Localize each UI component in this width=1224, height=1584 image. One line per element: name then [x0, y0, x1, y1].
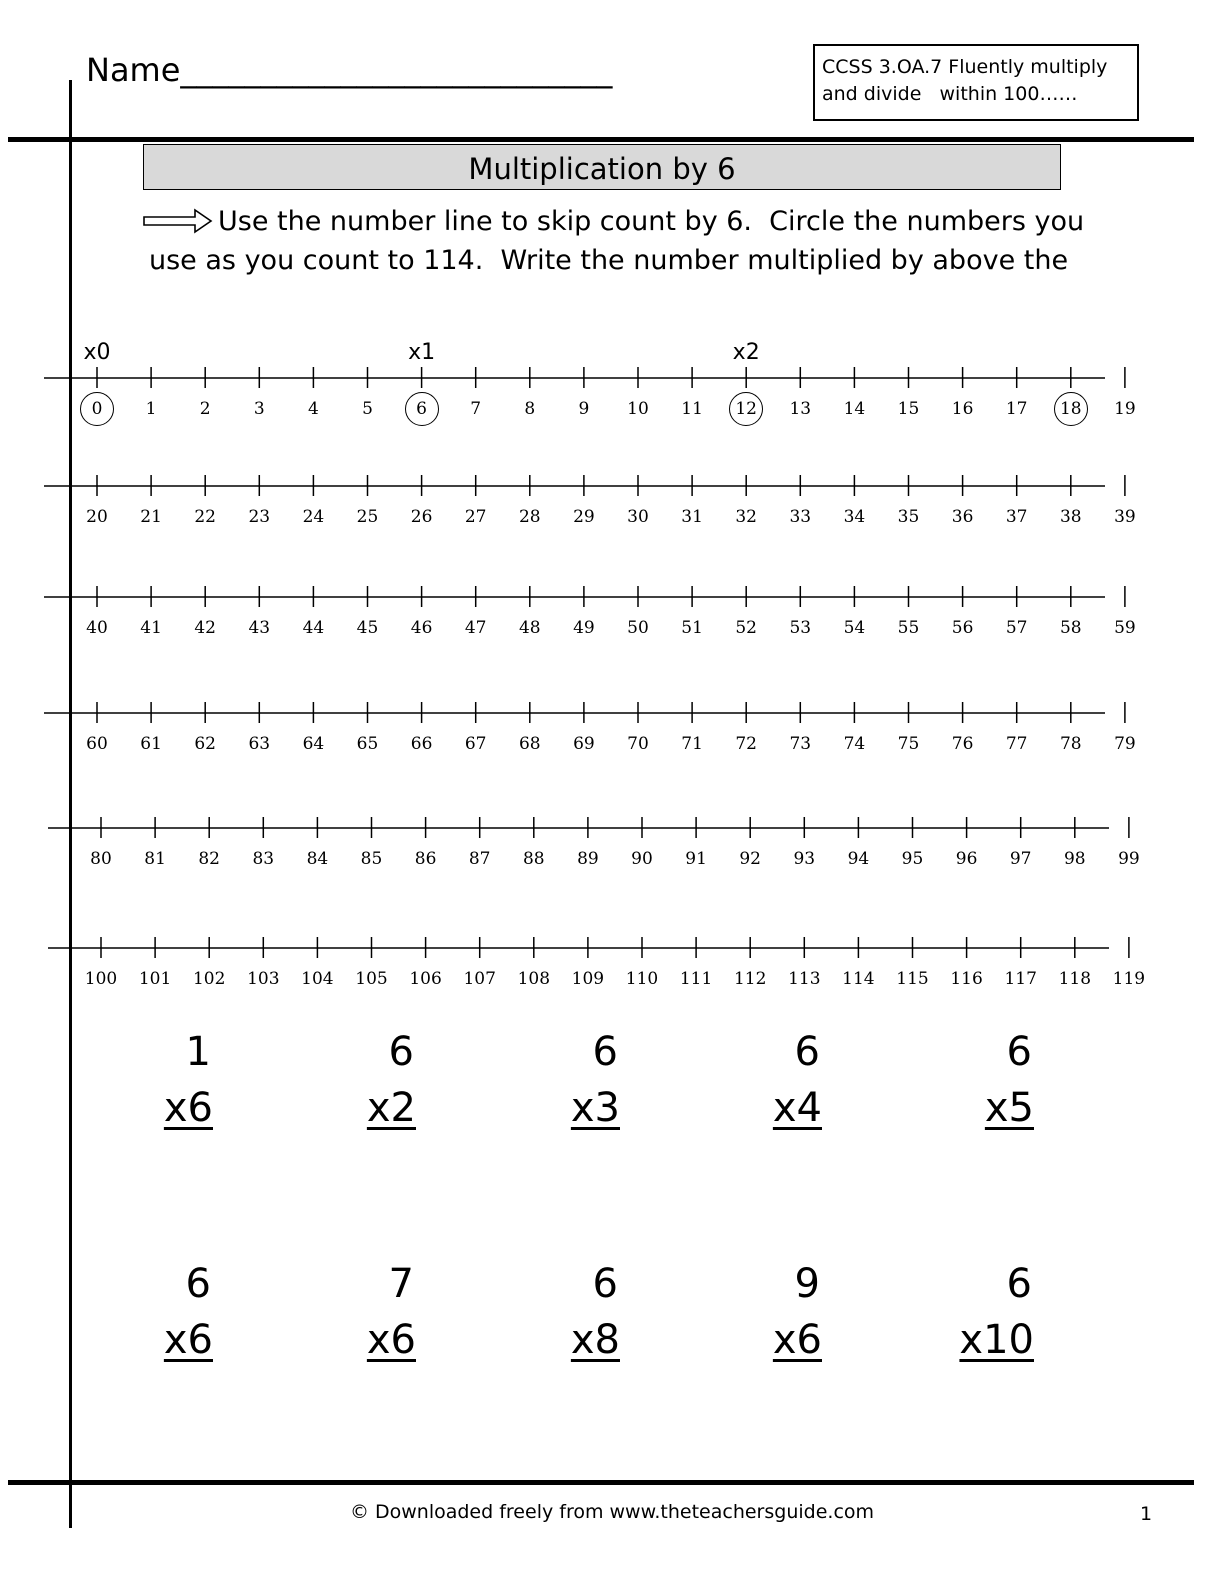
standard-line-2: and divide within 100…… — [822, 83, 1078, 105]
problem-multiplier: x4 — [772, 1085, 822, 1131]
tick-label: 29 — [573, 507, 595, 527]
tick-label: 95 — [901, 849, 924, 869]
instructions-line-2: use as you count to 114. Write the number multiplied by above the — [149, 245, 1069, 276]
tick-label: 40 — [86, 618, 108, 638]
number-line — [0, 474, 1224, 498]
tick-label: 62 — [194, 734, 217, 754]
tick-label: 39 — [1114, 507, 1136, 527]
problem-multiplier: x6 — [163, 1317, 213, 1363]
tick-label: 50 — [627, 618, 649, 638]
tick-label: 107 — [463, 969, 496, 989]
tick-label: 99 — [1118, 849, 1140, 869]
tick-label: 20 — [86, 507, 108, 527]
tick-label: 71 — [681, 734, 703, 754]
tick-label: 97 — [1009, 849, 1032, 869]
page-number: 1 — [1140, 1503, 1153, 1525]
tick-label: 91 — [685, 849, 707, 869]
tick-label: 108 — [517, 969, 551, 989]
tick-label: 27 — [464, 507, 487, 527]
tick-label: 53 — [789, 618, 812, 638]
circled-number — [80, 392, 114, 426]
multiplication-problem — [510, 1259, 620, 1365]
tick-label: 60 — [86, 734, 108, 754]
tick-label: 37 — [1005, 507, 1028, 527]
problem-top-number: 6 — [388, 1029, 414, 1075]
tick-label: 57 — [1005, 618, 1028, 638]
tick-label: 24 — [302, 507, 325, 527]
tick-label: 0 — [91, 399, 103, 419]
problem-top-number: 6 — [1006, 1029, 1032, 1075]
multiplier-label: x0 — [83, 340, 111, 365]
multiplication-problem — [103, 1027, 213, 1133]
tick-label: 34 — [843, 507, 866, 527]
tick-label: 92 — [739, 849, 762, 869]
tick-label: 38 — [1059, 507, 1082, 527]
tick-label: 51 — [681, 618, 703, 638]
tick-label: 11 — [681, 399, 703, 419]
tick-label: 7 — [470, 399, 482, 419]
tick-label: 68 — [518, 734, 541, 754]
tick-label: 48 — [518, 618, 541, 638]
tick-label: 61 — [140, 734, 162, 754]
problem-multiplier: x10 — [959, 1317, 1034, 1363]
multiplication-problem — [103, 1259, 213, 1365]
tick-label: 56 — [951, 618, 974, 638]
tick-label: 43 — [248, 618, 271, 638]
multiplication-problem — [712, 1027, 822, 1133]
tick-label: 114 — [842, 969, 875, 989]
tick-label: 96 — [955, 849, 978, 869]
tick-label: 35 — [897, 507, 920, 527]
tick-label: 89 — [577, 849, 599, 869]
tick-label: 33 — [789, 507, 812, 527]
tick-label: 13 — [789, 399, 812, 419]
tick-label: 41 — [140, 618, 162, 638]
multiplication-problem — [306, 1027, 416, 1133]
problem-multiplier: x6 — [772, 1317, 822, 1363]
tick-label: 88 — [522, 849, 545, 869]
footer-credit: © Downloaded freely from www.theteachersguide.com — [349, 1501, 875, 1523]
number-line — [0, 816, 1224, 840]
tick-label: 84 — [306, 849, 329, 869]
multiplier-label: x2 — [732, 340, 760, 365]
tick-label: 18 — [1059, 399, 1082, 419]
tick-label: 25 — [356, 507, 379, 527]
page-title: Multiplication by 6 — [143, 144, 1061, 190]
tick-label: 44 — [302, 618, 325, 638]
problem-top-number: 6 — [592, 1029, 618, 1075]
tick-label: 31 — [681, 507, 703, 527]
tick-label: 46 — [410, 618, 433, 638]
circled-number — [1054, 392, 1088, 426]
tick-label: 98 — [1063, 849, 1086, 869]
number-line — [0, 366, 1224, 390]
multiplication-problem — [510, 1027, 620, 1133]
tick-label: 77 — [1005, 734, 1028, 754]
tick-label: 3 — [253, 399, 265, 419]
problem-multiplier: x3 — [570, 1085, 620, 1131]
tick-label: 118 — [1058, 969, 1092, 989]
tick-label: 104 — [301, 969, 334, 989]
tick-label: 112 — [733, 969, 767, 989]
problem-multiplier: x6 — [366, 1317, 416, 1363]
multiplication-problem — [306, 1259, 416, 1365]
name-field-label: Name___________________________ — [86, 51, 613, 89]
circled-number — [729, 392, 763, 426]
tick-label: 100 — [84, 969, 118, 989]
tick-label: 55 — [897, 618, 920, 638]
tick-label: 26 — [410, 507, 433, 527]
tick-label: 32 — [735, 507, 758, 527]
tick-label: 5 — [362, 399, 373, 419]
multiplication-problem — [712, 1259, 822, 1365]
number-line — [0, 701, 1224, 725]
standard-box — [813, 44, 1139, 121]
tick-label: 36 — [951, 507, 974, 527]
tick-label: 86 — [414, 849, 437, 869]
tick-label: 93 — [793, 849, 816, 869]
tick-label: 102 — [192, 969, 226, 989]
standard-line-1: CCSS 3.OA.7 Fluently multiply — [822, 56, 1108, 78]
multiplication-problem — [924, 1027, 1034, 1133]
tick-label: 69 — [573, 734, 595, 754]
tick-label: 9 — [578, 399, 590, 419]
problem-top-number: 9 — [794, 1261, 820, 1307]
tick-label: 111 — [679, 969, 713, 989]
tick-label: 105 — [355, 969, 388, 989]
tick-label: 73 — [789, 734, 812, 754]
tick-label: 64 — [302, 734, 325, 754]
tick-label: 58 — [1059, 618, 1082, 638]
tick-label: 45 — [356, 618, 379, 638]
tick-label: 81 — [144, 849, 166, 869]
tick-label: 87 — [468, 849, 491, 869]
instructions-line-1: Use the number line to skip count by 6. Circle the numbers you — [218, 206, 1085, 237]
tick-label: 113 — [788, 969, 821, 989]
tick-label: 115 — [896, 969, 929, 989]
problem-multiplier: x8 — [570, 1317, 620, 1363]
tick-label: 70 — [627, 734, 649, 754]
tick-label: 109 — [571, 969, 605, 989]
tick-label: 42 — [194, 618, 217, 638]
top-rule — [8, 137, 1194, 142]
tick-label: 2 — [199, 399, 211, 419]
tick-label: 1 — [145, 399, 157, 419]
tick-label: 52 — [735, 618, 758, 638]
problem-top-number: 7 — [388, 1261, 414, 1307]
problem-multiplier: x5 — [984, 1085, 1034, 1131]
tick-label: 8 — [524, 399, 536, 419]
problem-top-number: 6 — [794, 1029, 820, 1075]
problem-top-number: 6 — [185, 1261, 211, 1307]
tick-label: 94 — [847, 849, 870, 869]
tick-label: 90 — [631, 849, 653, 869]
tick-label: 47 — [464, 618, 487, 638]
tick-label: 74 — [843, 734, 866, 754]
tick-label: 54 — [843, 618, 866, 638]
tick-label: 101 — [138, 969, 172, 989]
bottom-rule — [8, 1480, 1194, 1485]
arrow-right-icon — [143, 208, 213, 234]
tick-label: 28 — [518, 507, 541, 527]
tick-label: 72 — [735, 734, 758, 754]
tick-label: 16 — [951, 399, 974, 419]
tick-label: 80 — [90, 849, 112, 869]
problem-top-number: 1 — [185, 1029, 211, 1075]
number-line — [0, 585, 1224, 609]
tick-label: 30 — [627, 507, 649, 527]
tick-label: 59 — [1114, 618, 1136, 638]
number-line — [0, 936, 1224, 960]
tick-label: 119 — [1112, 969, 1146, 989]
tick-label: 110 — [625, 969, 659, 989]
tick-label: 65 — [356, 734, 379, 754]
tick-label: 78 — [1059, 734, 1082, 754]
tick-label: 22 — [194, 507, 217, 527]
tick-label: 106 — [409, 969, 442, 989]
tick-label: 63 — [248, 734, 271, 754]
problem-multiplier: x6 — [163, 1085, 213, 1131]
tick-label: 103 — [247, 969, 280, 989]
tick-label: 15 — [897, 399, 920, 419]
tick-label: 117 — [1004, 969, 1037, 989]
tick-label: 67 — [464, 734, 487, 754]
tick-label: 49 — [573, 618, 595, 638]
problem-top-number: 6 — [592, 1261, 618, 1307]
tick-label: 4 — [307, 399, 319, 419]
tick-label: 116 — [950, 969, 983, 989]
tick-label: 14 — [843, 399, 866, 419]
tick-label: 85 — [360, 849, 383, 869]
multiplier-label: x1 — [408, 340, 436, 365]
problem-multiplier: x2 — [366, 1085, 416, 1131]
margin-line — [69, 80, 72, 1528]
tick-label: 75 — [897, 734, 920, 754]
tick-label: 66 — [410, 734, 433, 754]
tick-label: 19 — [1114, 399, 1136, 419]
tick-label: 83 — [252, 849, 275, 869]
multiplication-problem — [924, 1259, 1034, 1365]
tick-label: 6 — [416, 399, 428, 419]
tick-label: 10 — [627, 399, 649, 419]
tick-label: 12 — [735, 399, 758, 419]
tick-label: 79 — [1114, 734, 1136, 754]
tick-label: 82 — [198, 849, 221, 869]
problem-top-number: 6 — [1006, 1261, 1032, 1307]
tick-label: 23 — [248, 507, 271, 527]
circled-number — [405, 392, 439, 426]
tick-label: 17 — [1005, 399, 1028, 419]
tick-label: 76 — [951, 734, 974, 754]
tick-label: 21 — [140, 507, 162, 527]
